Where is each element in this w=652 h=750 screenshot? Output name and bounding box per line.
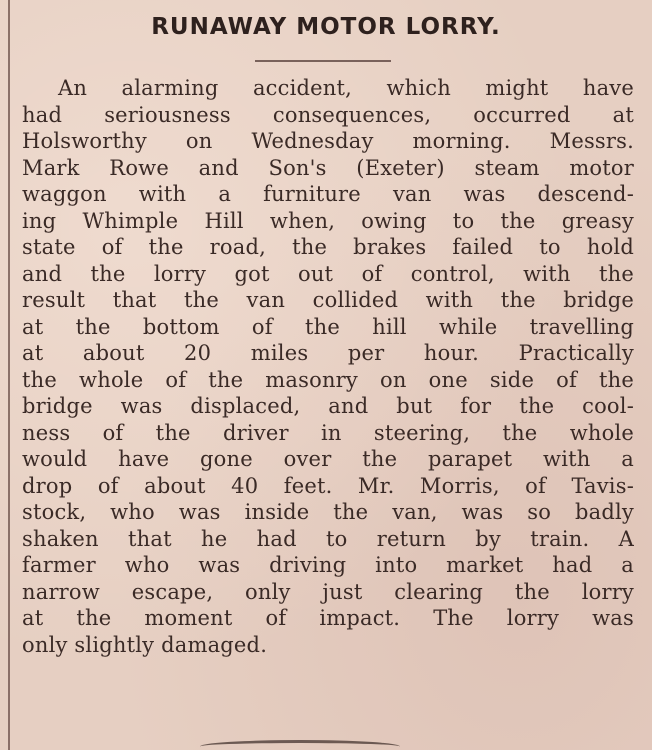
headline: RUNAWAY MOTOR LORRY.	[151, 14, 501, 40]
article-line: had seriousness consequences, occurred at	[22, 102, 634, 127]
article-line: An alarming accident, which might have	[58, 76, 634, 100]
article-line: at the bottom of the hill while travelling	[22, 314, 634, 339]
headline-divider	[255, 60, 391, 62]
article-line: would have gone over the parapet with a	[22, 447, 634, 471]
article-line: drop of about 40 feet. Mr. Morris, of Tavis-	[22, 473, 634, 498]
article-line: ness of the driver in steering, the whole	[22, 420, 634, 445]
article-line: result that the van collided with the bridge	[22, 288, 634, 312]
article-line: narrow escape, only just clearing the lorry	[22, 579, 634, 604]
article-line: state of the road, the brakes failed to hold	[22, 235, 634, 259]
article-line: farmer who was driving into market had a	[22, 553, 634, 577]
article-line: the whole of the masonry on one side of the	[22, 367, 634, 392]
article-line: shaken that he had to return by train. A	[22, 526, 634, 551]
article-line: and the lorry got out of control, with the	[22, 261, 634, 286]
article-body	[22, 75, 634, 658]
bottom-ornament	[200, 740, 400, 750]
article-line: only slightly damaged.	[22, 632, 268, 657]
article-line: Mark Rowe and Son's (Exeter) steam motor	[22, 155, 634, 180]
article-line: ing Whimple Hill when, owing to the greasy	[22, 208, 634, 233]
article-line: bridge was displaced, and but for the cool-	[22, 394, 634, 418]
column-rule	[8, 0, 10, 750]
article-line: at about 20 miles per hour. Practically	[22, 341, 634, 365]
article-line: waggon with a furniture van was descend-	[22, 182, 634, 206]
article-line: at the moment of impact. The lorry was	[22, 606, 634, 630]
article-line: Holsworthy on Wednesday morning. Messrs.	[22, 129, 634, 153]
article-line: stock, who was inside the van, was so badly	[22, 500, 634, 524]
